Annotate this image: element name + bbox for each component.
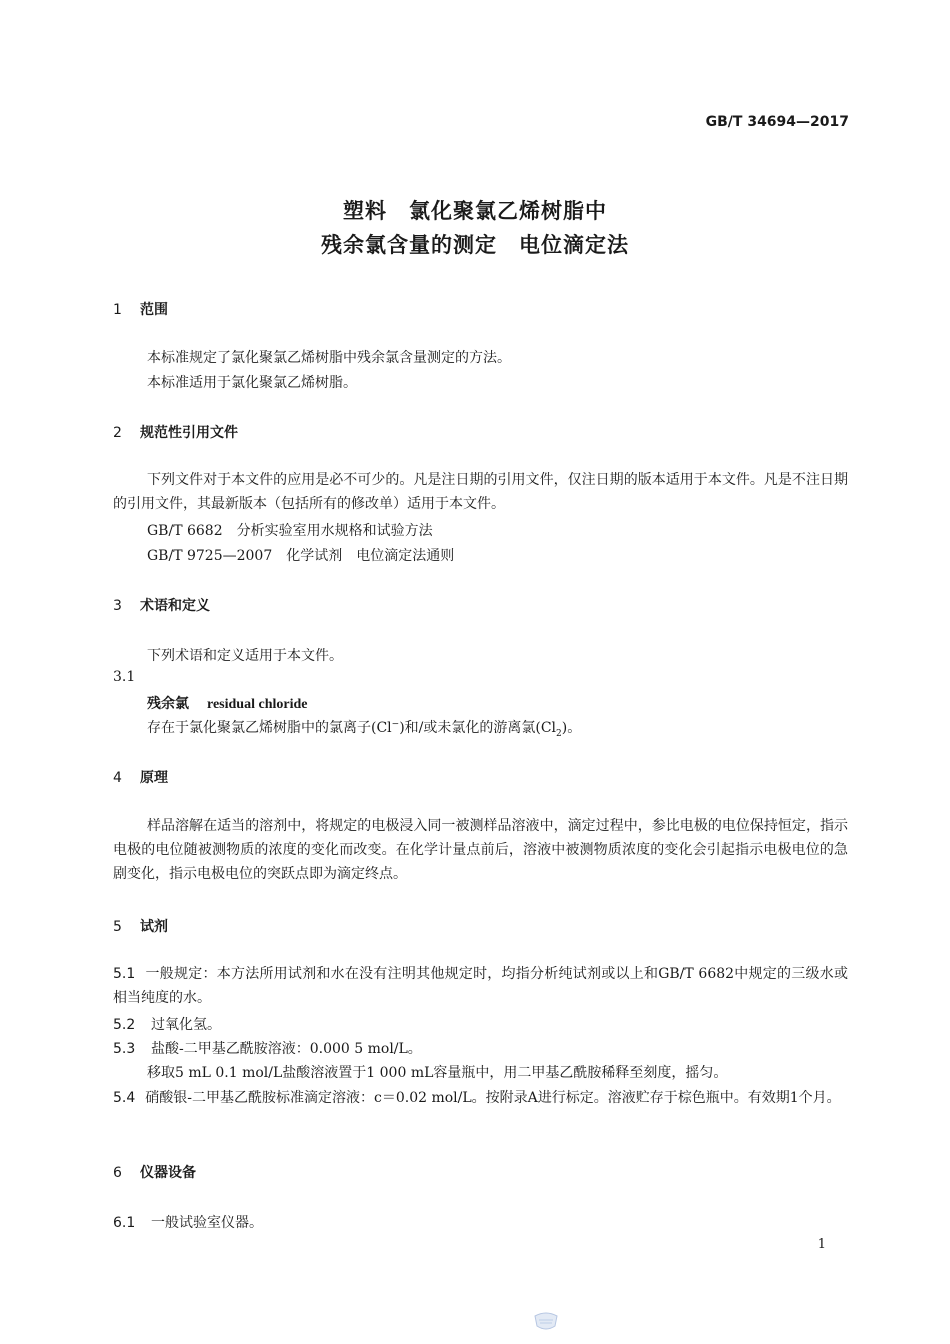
- clause-text: 过氧化氢。: [151, 1017, 221, 1033]
- paragraph: 本标准适用于氯化聚氯乙烯树脂。: [147, 375, 357, 391]
- paragraph: 下列文件对于本文件的应用是必不可少的。凡是注日期的引用文件，仅注日期的版本适用于本文件。凡是不注日期的引用文件，其最新版本（包括所有的修改单）适用于本文件。: [113, 472, 848, 512]
- section-5-heading: [113, 916, 168, 936]
- term-chinese: 残余氯: [147, 696, 189, 712]
- definition-text: )和/或未氯化的游离氯(Cl: [399, 720, 557, 736]
- superscript: −: [391, 719, 400, 730]
- term-definition: [147, 717, 581, 739]
- section-number: 5: [113, 919, 122, 935]
- clause-6-1: [113, 1212, 263, 1232]
- clause-text: 一般规定：本方法所用试剂和水在没有注明其他规定时，均指分析纯试剂或以上和GB/T 6682中规定的三级水或相当纯度的水。: [113, 966, 848, 1006]
- section-2-heading: [113, 422, 238, 442]
- publisher-logo-icon: [532, 1310, 560, 1332]
- section-number: 4: [113, 770, 122, 786]
- section-6-heading: [113, 1162, 196, 1182]
- clause-5-4: [113, 1086, 848, 1110]
- paragraph: 下列术语和定义适用于本文件。: [147, 648, 343, 664]
- clause-text: 一般试验室仪器。: [151, 1215, 263, 1231]
- document-title-line1: 塑料 氯化聚氯乙烯树脂中: [343, 199, 607, 223]
- document-title-line2: 残余氯含量的测定 电位滴定法: [321, 233, 629, 257]
- section-title: 术语和定义: [140, 598, 210, 614]
- term-number: 3.1: [113, 669, 136, 685]
- section-4-heading: [113, 767, 168, 787]
- clause-text: 硝酸银-二甲基乙酰胺标准滴定溶液：c＝0.02 mol/L。按附录A进行标定。溶液贮存于棕色瓶中。有效期1个月。: [145, 1090, 841, 1106]
- section-title: 范围: [140, 302, 168, 318]
- paragraph: 样品溶解在适当的溶剂中，将规定的电极浸入同一被测样品溶液中，滴定过程中，参比电极的电位保持恒定，指示电极的电位随被测物质的浓度的变化而改变。在化学计量点前后，溶液中被测物质浓度的变化会引起指示电极电位的急剧变化，指示电极电位的突跃点即为滴定终点。: [113, 818, 848, 882]
- term-title: [147, 693, 307, 713]
- clause-5-2: [113, 1014, 221, 1034]
- clause-5-1: [113, 962, 848, 1010]
- section-3-heading: [113, 595, 210, 615]
- section-title: 原理: [140, 770, 168, 786]
- section-number: 3: [113, 598, 122, 614]
- section-1-heading: [113, 299, 168, 319]
- paragraph: 本标准规定了氯化聚氯乙烯树脂中残余氯含量测定的方法。: [147, 350, 511, 366]
- clause-text: 盐酸-二甲基乙酰胺溶液：0.000 5 mol/L。: [151, 1041, 422, 1057]
- section-title: 仪器设备: [140, 1165, 196, 1181]
- clause-5-3: [113, 1038, 422, 1058]
- subscript: 2: [556, 728, 562, 739]
- clause-number: 5.4: [113, 1090, 136, 1106]
- page-number: 1: [817, 1237, 826, 1252]
- definition-text: )。: [561, 720, 582, 736]
- reference-item: GB/T 9725—2007 化学试剂 电位滴定法通则: [147, 548, 455, 564]
- section-number: 6: [113, 1165, 122, 1181]
- term-english: residual chloride: [207, 697, 308, 712]
- clause-number: 5.3: [113, 1041, 136, 1057]
- paragraph: 移取5 mL 0.1 mol/L盐酸溶液置于1 000 mL容量瓶中，用二甲基乙酰胺稀释至刻度，摇匀。: [147, 1065, 728, 1081]
- section-number: 1: [113, 302, 122, 318]
- section-title: 规范性引用文件: [140, 425, 238, 441]
- section-title: 试剂: [140, 919, 168, 935]
- standard-number: GB/T 34694—2017: [705, 114, 849, 130]
- definition-text: 存在于氯化聚氯乙烯树脂中的氯离子(Cl: [147, 720, 392, 736]
- section-number: 2: [113, 425, 122, 441]
- clause-number: 6.1: [113, 1215, 136, 1231]
- clause-number: 5.2: [113, 1017, 136, 1033]
- reference-item: GB/T 6682 分析实验室用水规格和试验方法: [147, 523, 433, 539]
- clause-number: 5.1: [113, 966, 136, 982]
